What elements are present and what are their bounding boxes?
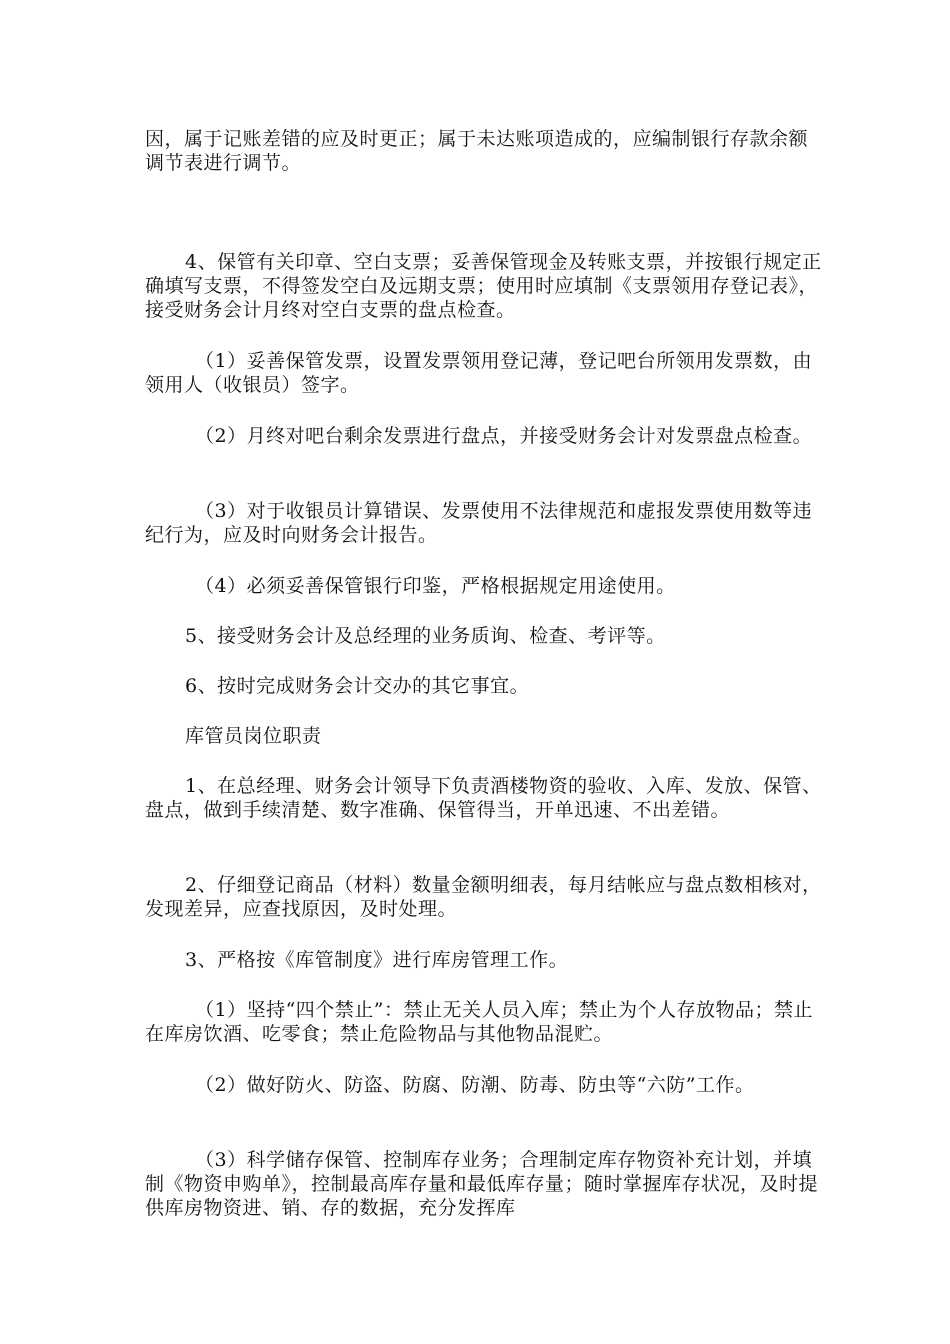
paragraph-5: （3）对于收银员计算错误、发票使用不法律规范和虚报发票使用数等违纪行为，应及时向财务会计报告。 bbox=[145, 500, 813, 546]
paragraph-11: 3、严格按《库管制度》进行库房管理工作。 bbox=[185, 949, 569, 971]
paragraph-6: （4）必须妥善保管银行印鉴，严格根据规定用途使用。 bbox=[195, 575, 676, 597]
paragraph-3: （1）妥善保管发票，设置发票领用登记薄，登记吧台所领用发票数，由领用人（收银员）签字。 bbox=[145, 350, 813, 396]
paragraph-8: 6、按时完成财务会计交办的其它事宜。 bbox=[185, 675, 530, 697]
paragraph-2: 4、保管有关印章、空白支票；妥善保管现金及转账支票，并按银行规定正确填写支票，不得签发空白及远期支票；使用时应填制《支票领用存登记表》，接受财务会计月终对空白支票的盘点检查。 bbox=[145, 251, 822, 321]
section-heading: 库管员岗位职责 bbox=[185, 725, 322, 747]
paragraph-9: 1、在总经理、财务会计领导下负责酒楼物资的验收、入库、发放、保管、盘点，做到手续清楚、数字准确、保管得当，开单迅速、不出差错。 bbox=[145, 775, 822, 821]
paragraph-14: （3）科学储存保管、控制库存业务；合理制定库存物资补充计划，并填制《物资申购单》，控制最高库存量和最低库存量；随时掌握库存状况，及时提供库房物资进、销、存的数据，充分发挥库 bbox=[145, 1149, 819, 1219]
paragraph-10: 2、仔细登记商品（材料）数量金额明细表，每月结帐应与盘点数相核对，发现差异，应查找原因，及时处理。 bbox=[145, 874, 822, 920]
paragraph-7: 5、接受财务会计及总经理的业务质询、检查、考评等。 bbox=[185, 625, 666, 647]
paragraph-1: 因，属于记账差错的应及时更正；属于未达账项造成的，应编制银行存款余额调节表进行调节。 bbox=[145, 128, 809, 174]
paragraph-4: （2）月终对吧台剩余发票进行盘点，并接受财务会计对发票盘点检查。 bbox=[195, 425, 813, 447]
paragraph-13: （2）做好防火、防盗、防腐、防潮、防毒、防虫等“六防”工作。 bbox=[195, 1074, 755, 1096]
paragraph-12: （1）坚持“四个禁止”：禁止无关人员入库；禁止为个人存放物品；禁止在库房饮酒、吃零食；禁止危险物品与其他物品混贮。 bbox=[145, 999, 814, 1045]
